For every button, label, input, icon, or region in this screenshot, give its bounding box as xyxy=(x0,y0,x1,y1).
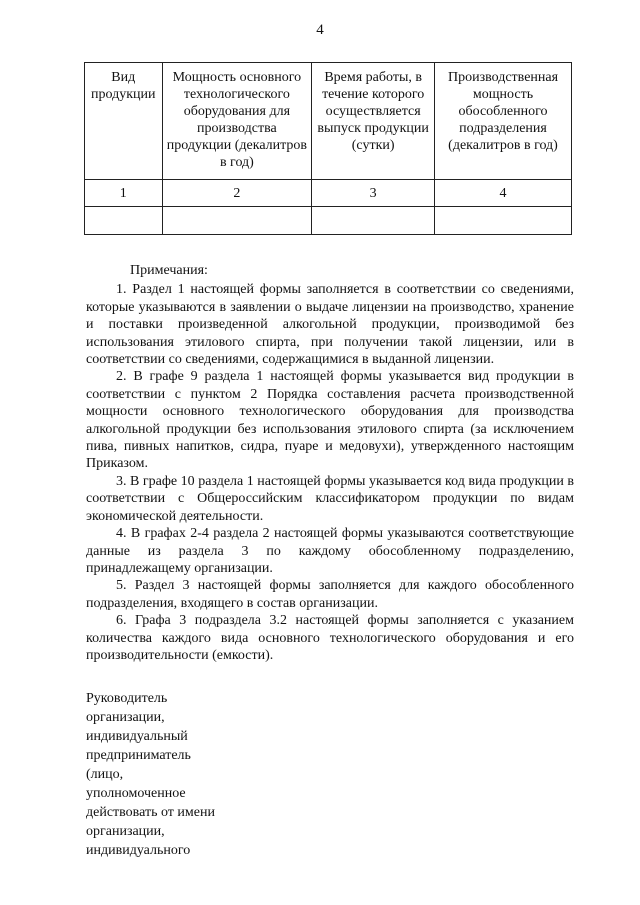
signature-line: уполномоченное xyxy=(86,786,186,801)
production-capacity-table xyxy=(84,62,572,235)
table-cell xyxy=(162,207,312,235)
header-operating-time: Время работы, в течение которого осуществляется выпуск продукции (сутки) xyxy=(312,63,435,180)
note-item-3: 3. В графе 10 раздела 1 настоящей формы указывается код вида продукции в соответствии с Общероссийским классификатором продукции по видам экономической деятельности. xyxy=(86,473,574,524)
column-number-4: 4 xyxy=(435,180,572,207)
table-cell xyxy=(312,207,435,235)
table-cell xyxy=(85,207,163,235)
note-item-5: 5. Раздел 3 настоящей формы заполняется для каждого обособленного подразделения, входящего в состав организации. xyxy=(86,578,574,611)
header-subdivision-capacity: Производственная мощность обособленного подразделения (декалитров в год) xyxy=(435,63,572,180)
column-number-1: 1 xyxy=(85,180,163,207)
table-column-numbers-row xyxy=(85,180,572,207)
header-equipment-capacity: Мощность основного технологического оборудования для производства продукции (декалитров в год) xyxy=(162,63,312,180)
note-item-1: 1. Раздел 1 настоящей формы заполняется в соответствии со сведениями, которые указываются в заявлении о выдаче лицензии на производство, хранение и поставки произведенной алкогольной продукции, производимой без использования этилового спирта, при получении такой лицензии, или в соответствии со сведениями, содержащимися в выданной лицензии. xyxy=(86,282,574,368)
column-number-3: 3 xyxy=(312,180,435,207)
signature-line: (лицо, xyxy=(86,767,124,782)
signature-block xyxy=(86,689,286,860)
signature-line: действовать от имени xyxy=(86,805,215,820)
note-item-4: 4. В графах 2-4 раздела 2 настоящей формы указываются соответствующие данные из раздела 3 по каждому обособленному подразделению, принадлежащему организации. xyxy=(86,526,574,576)
notes-section xyxy=(86,262,574,664)
signature-line: организации, xyxy=(86,824,165,839)
signature-line: предприниматель xyxy=(86,748,191,763)
table-cell xyxy=(435,207,572,235)
table-header-row xyxy=(85,63,572,180)
note-item-6: 6. Графа 3 подраздела 3.2 настоящей формы заполняется с указанием количества каждого вида основного технологического оборудования и его производительности (емкости). xyxy=(86,613,574,663)
note-item-2: 2. В графе 9 раздела 1 настоящей формы указывается вид продукции в соответствии с пунктом 2 Порядка составления расчета производственной мощности основного технологического оборудования для производства алкогольной продукции без использования этилового спирта (за исключением пива, пивных напитков, сидра, пуаре и медовухи), утвержденного настоящим Приказом. xyxy=(86,369,574,472)
header-product-type: Вид продукции xyxy=(85,63,163,180)
signature-line: индивидуального xyxy=(86,843,191,858)
signature-line: Руководитель xyxy=(86,691,168,706)
notes-heading: Примечания: xyxy=(130,263,208,278)
table-row xyxy=(85,207,572,235)
column-number-2: 2 xyxy=(162,180,312,207)
signature-line: организации, xyxy=(86,710,165,725)
signature-line: индивидуальный xyxy=(86,729,188,744)
page-number: 4 xyxy=(316,22,324,38)
